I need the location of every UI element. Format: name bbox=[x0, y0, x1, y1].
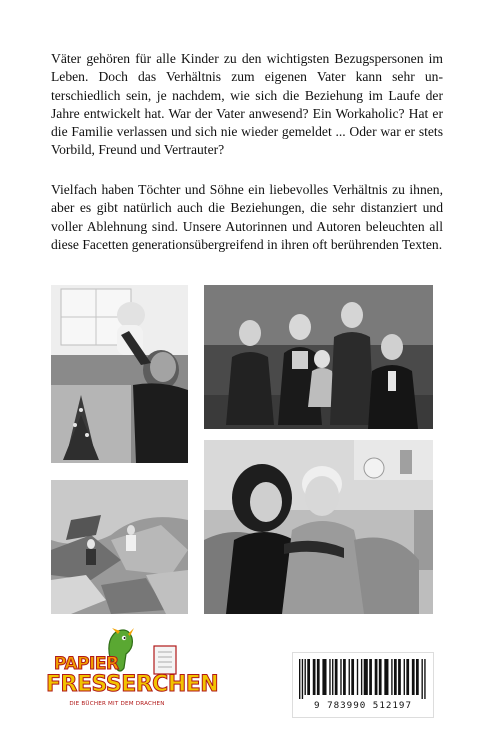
blurb-paragraph-2: Vielfach haben Töchter und Söhne ein liebevolles Verhältnis zu ihnen, aber es gibt natürlich auch die Beziehungen, die sehr distanziert und voller Ablehnung sind. Unsere Autorinnen und Autoren beleuchten all diese Facetten generationsübergreifend in ihren oft berührenden Texten. bbox=[51, 182, 443, 252]
barcode-bar bbox=[364, 659, 368, 695]
barcode-bar bbox=[340, 659, 341, 695]
barcode-bar bbox=[404, 659, 405, 695]
barcode-bar bbox=[332, 659, 333, 695]
barcode-bar bbox=[307, 659, 310, 695]
barcode-bar bbox=[375, 659, 378, 695]
barcode-bar bbox=[361, 659, 362, 695]
logo-tagline: DIE BÜCHER MIT DEM DRACHEN bbox=[69, 701, 165, 707]
logo-wordmark-line-1: PAPIER bbox=[54, 654, 119, 674]
barcode-bar bbox=[384, 659, 388, 695]
photo-family-portrait bbox=[204, 285, 433, 429]
barcode-bar bbox=[369, 659, 372, 695]
barcode-bar bbox=[379, 659, 382, 695]
barcode-bar bbox=[349, 659, 350, 695]
isbn-barcode bbox=[292, 652, 434, 718]
blurb-paragraph-1: Väter gehören für alle Kinder zu den wichtigsten Bezugspersonen im Leben. Doch das Verhältnis zum eigenen Vater kann sehr unterschiedlich sein, je nachdem, wie sich die Beziehung im Laufe der Jahre entwickelt hat. War der Vater anwesend? Ein Workaholic? Hat er die Familie verlassen und sich nie wieder gemeldet ... Oder war er stets Vorbild, Freund und Vertrauter? bbox=[51, 51, 443, 158]
barcode-bar bbox=[406, 659, 409, 695]
barcode-bar bbox=[299, 659, 300, 699]
barcode-bar bbox=[335, 659, 338, 695]
barcode-bar bbox=[302, 659, 303, 699]
photo-woman-with-elderly-man bbox=[204, 440, 433, 614]
isbn-number: 9 783990 512197 bbox=[314, 700, 412, 711]
barcode-bar bbox=[351, 659, 354, 695]
barcode-bar bbox=[416, 659, 419, 695]
barcode-bar bbox=[412, 659, 415, 695]
photo-children-on-rocks bbox=[51, 480, 188, 614]
barcode-bar bbox=[421, 659, 422, 699]
barcode-bar bbox=[317, 659, 320, 695]
barcode-bar bbox=[398, 659, 401, 695]
barcode-bars bbox=[299, 659, 427, 699]
barcode-bar bbox=[424, 659, 425, 699]
barcode-bar bbox=[343, 659, 346, 695]
barcode-bar bbox=[313, 659, 316, 695]
barcode-bar bbox=[329, 659, 330, 695]
barcode-bar bbox=[357, 659, 358, 695]
barcode-bar bbox=[305, 659, 306, 695]
barcode-bar bbox=[322, 659, 326, 695]
photo-father-with-baby bbox=[51, 285, 188, 463]
barcode-bar bbox=[394, 659, 397, 695]
barcode-bar bbox=[391, 659, 392, 695]
logo-wordmark-line-2: FRESSERCHEN bbox=[46, 672, 219, 697]
publisher-logo bbox=[46, 628, 219, 716]
